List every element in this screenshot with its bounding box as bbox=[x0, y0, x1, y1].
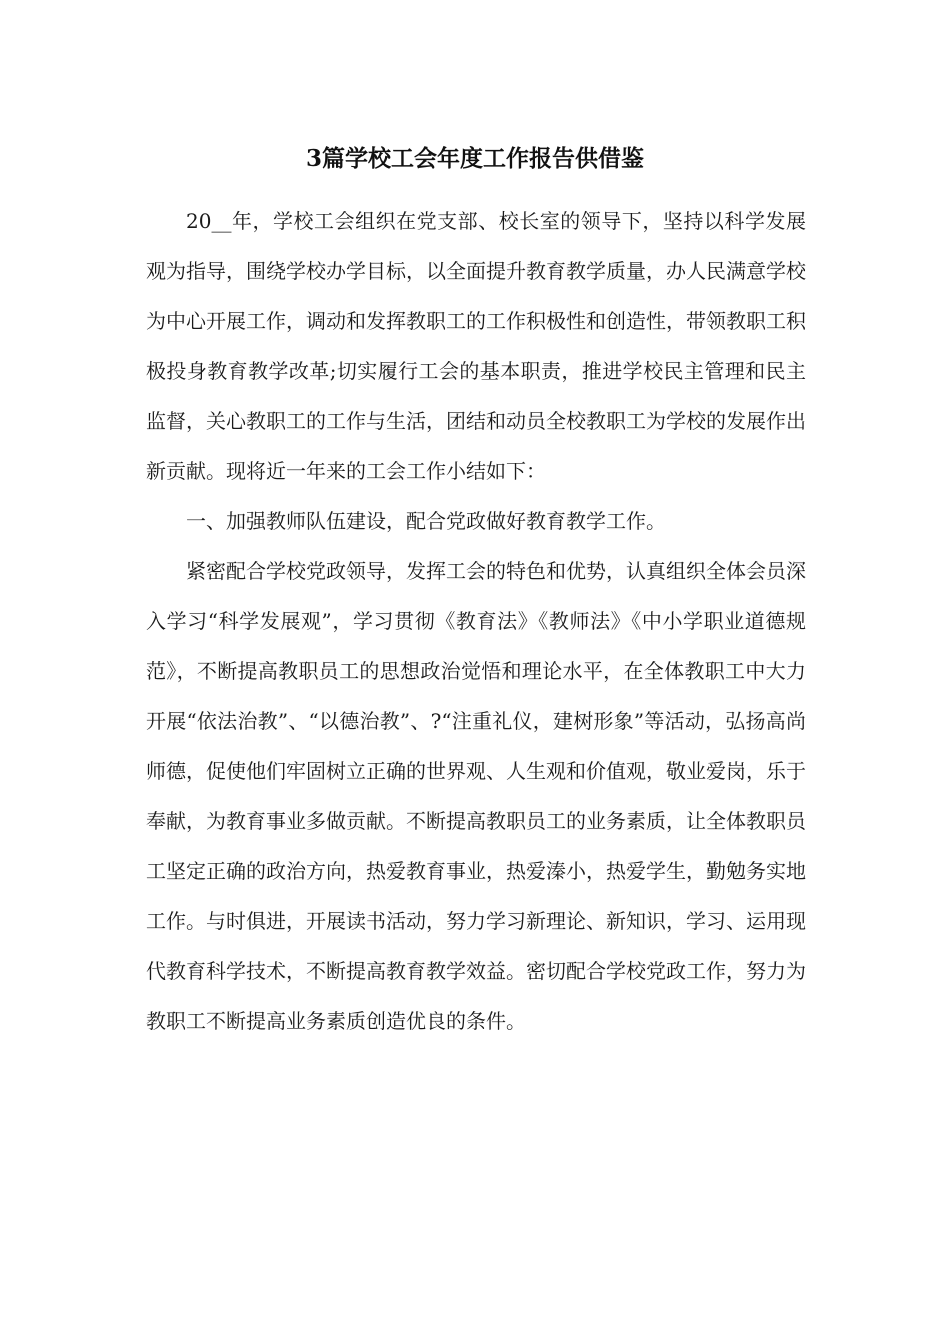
section-heading-1: 一、加强教师队伍建设，配合党政做好教育教学工作。 bbox=[186, 509, 666, 533]
intro-paragraph: 20__年，学校工会组织在党支部、校长室的领导下，坚持以科学发展观为指导，围绕学校办学目标，以全面提升教育教学质量，办人民满意学校为中心开展工作，调动和发挥教职工的工作积极性和创造性，带领教职工积极投身教育教学改革;切实履行工会的基本职责，推进学校民主管理和民主监督，关心教职工的工作与生活，团结和动员全校教职工为学校的发展作出新贡献。现将近一年来的工会工作小结如下： bbox=[146, 209, 806, 483]
document-title: 3篇学校工会年度工作报告供借鉴 bbox=[305, 145, 644, 172]
section-1-paragraph: 紧密配合学校党政领导，发挥工会的特色和优势，认真组织全体会员深入学习“科学发展观”，学习贯彻《教育法》《教师法》《中小学职业道德规范》，不断提高教职员工的思想政治觉悟和理论水平，在全体教职工中大力开展“依法治教”、“以德治教”、?“注重礼仪，建树形象”等活动，弘扬高尚师德，促使他们牢固树立正确的世界观、人生观和价值观，敬业爱岗，乐于奉献，为教育事业多做贡献。不断提高教职员工的业务素质，让全体教职员工坚定正确的政治方向，热爱教育事业，热爱溱小，热爱学生，勤勉务实地工作。与时俱进，开展读书活动，努力学习新理论、新知识，学习、运用现代教育科学技术，不断提高教育教学效益。密切配合学校党政工作，努力为教职工不断提高业务素质创造优良的条件。 bbox=[146, 559, 806, 1033]
document-body bbox=[146, 196, 806, 1046]
